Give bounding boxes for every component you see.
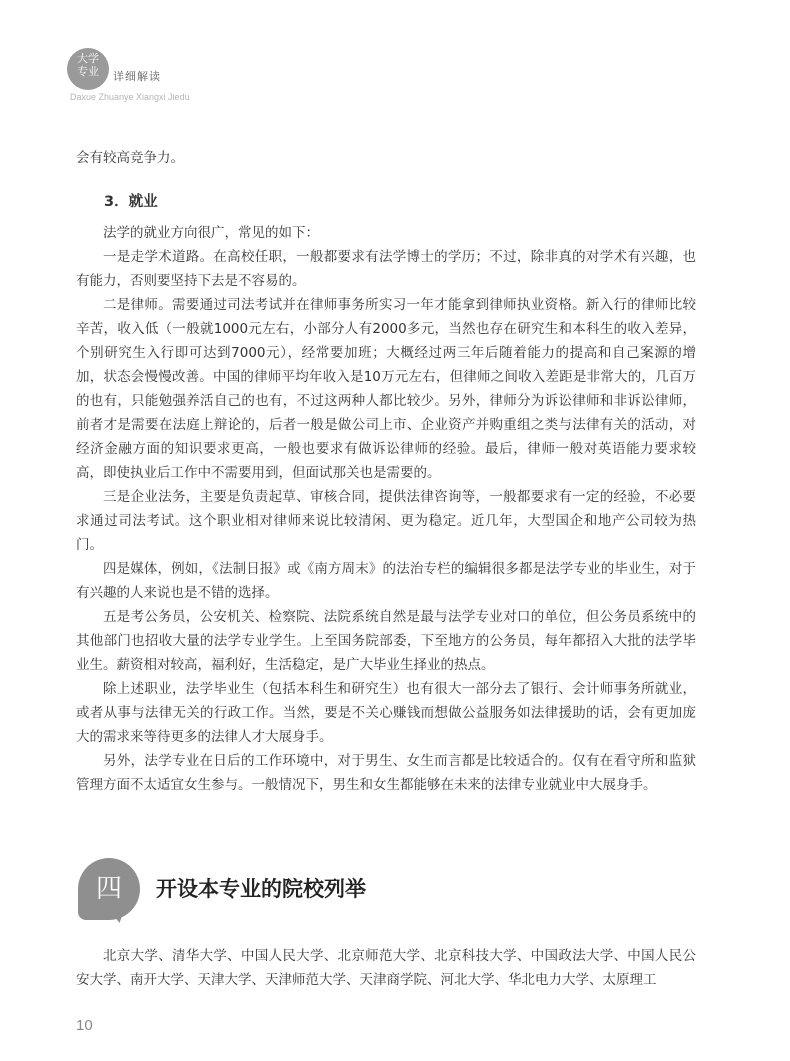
book-series-logo [67, 48, 257, 108]
employment-body [76, 221, 696, 797]
paragraph: 一是走学术道路。在高校任职，一般都要求有法学博士的学历；不过，除非真的对学术有兴趣，也有能力，否则要坚持下去是不容易的。 [76, 249, 696, 289]
paragraph: 法学的就业方向很广，常见的如下： [103, 225, 319, 241]
paragraph: 另外，法学专业在日后的工作环境中，对于男生、女生而言都是比较适合的。仅有在看守所和监狱管理方面不太适宜女生参与。一般情况下，男生和女生都能够在未来的法律专业就业中大展身手。 [76, 753, 696, 793]
paragraph: 三是企业法务，主要是负责起草、审核合同，提供法律咨询等，一般都要求有一定的经验，不必要求通过司法考试。这个职业相对律师来说比较清闲、更为稳定。近几年，大型国企和地产公司较为热门。 [76, 489, 696, 553]
section-title-schools: 开设本专业的院校列举 [156, 876, 366, 901]
paragraph: 除上述职业，法学毕业生（包括本科生和研究生）也有很大一部分去了银行、会计师事务所就业，或者从事与法律无关的行政工作。当然，要是不关心赚钱而想做公益服务如法律援助的话，会有更加庞大的需求来等待更多的法律人才大展身手。 [76, 681, 696, 745]
paragraph: 四是媒体，例如，《法制日报》或《南方周末》的法治专栏的编辑很多都是法学专业的毕业生，对于有兴趣的人来说也是不错的选择。 [76, 561, 696, 601]
page-number: 10 [76, 1017, 93, 1034]
paragraph: 五是考公务员，公安机关、检察院、法院系统自然是最与法学专业对口的单位，但公务员系统中的其他部门也招收大量的法学专业学生。上至国务院部委，下至地方的公务员，每年都招入大批的法学毕业生。薪资相对较高，福利好，生活稳定，是广大毕业生择业的热点。 [76, 609, 696, 673]
intro-continuation [76, 146, 696, 170]
intro-line: 会有较高竞争力。 [76, 150, 184, 166]
section-heading-employment: 3．就业 [104, 194, 158, 210]
logo-line-2: 专业 [77, 65, 99, 78]
schools-list: 北京大学、清华大学、中国人民大学、北京师范大学、北京科技大学、中国政法大学、中国人民公安大学、南开大学、天津大学、天津师范大学、天津商学院、河北大学、华北电力大学、太原理工 [76, 948, 696, 988]
logo-subtitle: 详细解读 [113, 70, 161, 83]
schools-body [76, 944, 696, 992]
logo-badge [67, 48, 109, 90]
logo-line-1: 大学 [77, 52, 99, 65]
logo-pinyin: Daxue Zhuanye Xiangxi Jiedu [70, 92, 190, 102]
section-number-badge: 四 [78, 858, 140, 920]
paragraph: 二是律师。需要通过司法考试并在律师事务所实习一年才能拿到律师执业资格。新入行的律师比较辛苦，收入低（一般就1000元左右，小部分人有2000多元，当然也存在研究生和本科生的收入差异，个别研究生入行即可达到7000元），经常要加班；大概经过两三年后随着能力的提高和自己案源的增加，状态会慢慢改善。中国的律师平均年收入是10万元左右，但律师之间收入差距是非常大的，几百万的也有，只能勉强养活自己的也有，不过这两种人都比较少。另外，律师分为诉讼律师和非诉讼律师，前者才是需要在法庭上辩论的，后者一般是做公司上市、企业资产并购重组之类与法律有关的活动，对经济金融方面的知识要求更高，一般也要求有做诉讼律师的经验。最后，律师一般对英语能力要求较高，即使执业后工作中不需要用到，但面试那关也是需要的。 [76, 297, 696, 481]
